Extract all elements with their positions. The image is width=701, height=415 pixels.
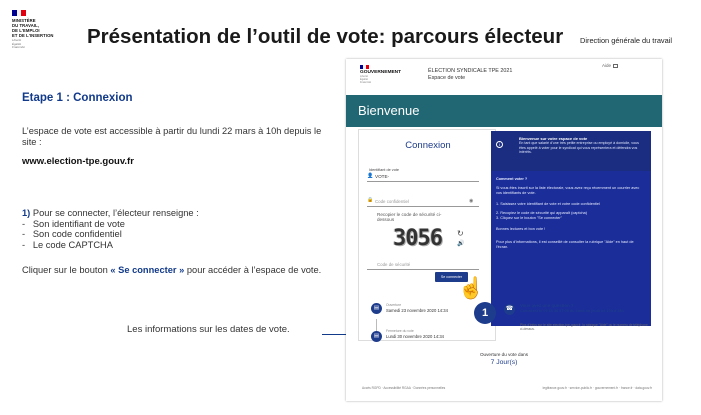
info-line: Pour plus d’informations, il est conseillé de consulter la rubrique "Aide" en haut de l’écran. [496, 240, 634, 249]
info-line: 3. Cliquez sur le bouton "Se connecter" [496, 216, 563, 220]
step-badge: 1 [474, 302, 496, 324]
pointer-hand-icon: ☝ [458, 277, 485, 300]
info-title: Bienvenue sur votre espace de vote [519, 136, 588, 141]
election-title: ÉLECTION SYNDICALE TPE 2021 Espace de vote [428, 68, 513, 81]
info-line: Bonnes lectures et bon vote ! [496, 227, 546, 231]
calendar-icon: ▤ [371, 331, 382, 342]
captcha-prompt: Recopier le code de sécurité ci-dessous [377, 212, 442, 223]
click-instruction: Cliquer sur le bouton « Se connecter » pour accéder à l’espace de vote. [22, 265, 322, 275]
french-flag-icon [12, 10, 26, 16]
opening-date: Samedi 23 novembre 2020 14:34 [386, 308, 448, 313]
info-line: 2. Recopiez le code de sécurité qui apparaît (captcha) [496, 211, 587, 215]
footer-links-left[interactable]: Accès RGPD · Accessibilité RGAA · Données personnelles [362, 386, 446, 390]
site-header [346, 59, 662, 95]
lock-icon: 🔒 [367, 197, 374, 203]
info-line: 1. Saisissez votre identifiant de vote et votre code confidentiel [496, 202, 600, 206]
captcha-underline [367, 269, 479, 270]
countdown-value: 7 Jour(s) [490, 359, 518, 366]
calendar-icon: ▤ [371, 303, 382, 314]
user-icon: 👤 [367, 173, 374, 179]
password-input[interactable]: Code confidentiel [375, 199, 409, 204]
direction-label: Direction générale du travail [580, 36, 673, 45]
slide-title: Présentation de l’outil de vote: parcours électeur [87, 25, 564, 48]
id-label: Identifiant de vote [369, 168, 399, 172]
login-heading: Connexion [405, 140, 451, 151]
intro-text: L’espace de vote est accessible à partir du lundi 22 mars à 10h depuis le site : [22, 126, 322, 147]
site-footer [362, 386, 652, 390]
instruction-block [22, 208, 322, 250]
opening-label: Ouverture [386, 303, 402, 307]
password-underline [367, 206, 479, 207]
external-link-icon [613, 64, 618, 68]
captcha-input[interactable]: Code de sécurité [377, 262, 411, 267]
instruction-text: Pour se connecter, l’électeur renseigne : [30, 208, 199, 218]
button-reference: « Se connecter » [110, 265, 185, 275]
connect-button[interactable]: Se connecter [435, 272, 468, 282]
french-flag-icon [360, 65, 369, 69]
info-text: En tant que salarié d’une très petite entreprise ou employé à domicile, vous êtes appelé à voter pour le syndicat qui vous représentera et défendra vos intérêts. [519, 141, 639, 154]
help-link[interactable]: Aide [602, 63, 618, 68]
credentials-list [22, 219, 322, 251]
countdown-label: Ouverture du vote dans [479, 352, 528, 357]
info-header [491, 131, 651, 171]
instruction-number: 1) [22, 208, 31, 218]
phone-note: Plus d’infos sur le site election-tpe.gouv.fr, la rubrique "Aide" ou le numéro de téléphone ci-dessus. [520, 323, 648, 331]
captcha-image: 3056 [393, 226, 442, 251]
eye-icon[interactable]: ◉ [469, 198, 474, 204]
list-item: - Son identifiant de vote [22, 219, 322, 230]
info-line: Si vous êtes inscrit sur la liste électorale, vous avez reçu récemment un courrier avec vos identifiants de vote. [496, 186, 640, 195]
website-link[interactable]: www.election-tpe.gouv.fr [22, 156, 134, 167]
banner-title: Bienvenue [358, 103, 420, 118]
id-underline [367, 181, 479, 182]
ministry-logo [12, 10, 74, 50]
audio-icon[interactable]: 🔊 [457, 241, 465, 247]
phone-title: Vous avez une question ? [520, 303, 574, 308]
refresh-icon[interactable]: ↻ [457, 229, 464, 238]
info-panel [491, 131, 651, 326]
ministry-motto: Liberté Égalité Fraternité [12, 38, 25, 50]
closing-date: Lundi 30 novembre 2020 14:34 [386, 334, 444, 339]
footer-links-right[interactable]: legifrance.gouv.fr · service-public.fr · gouvernement.fr · france.fr · data.gouv.fr [542, 386, 652, 390]
welcome-banner [346, 95, 662, 127]
ministry-name: MINISTÈRE DU TRAVAIL, DE L'EMPLOI ET DE L'INSERTION [12, 18, 54, 38]
id-input[interactable]: VOTE- [375, 174, 390, 179]
list-item: - Son code confidentiel [22, 229, 322, 240]
phone-icon: ☎ [504, 304, 515, 315]
info-icon: i [496, 141, 503, 148]
list-item: - Le code CAPTCHA [22, 240, 322, 251]
government-logo: GOUVERNEMENT Liberté Égalité Fraternité [360, 65, 401, 84]
voting-site-screenshot [346, 59, 662, 401]
closing-label: Fermeture du vote [386, 329, 414, 333]
step-title: Etape 1 : Connexion [22, 92, 133, 104]
info-line: Comment voter ? [496, 177, 528, 181]
phone-text: Contactez le 09 69 36 97 05 du lundi au jeudi de 10h à 18h [520, 309, 624, 313]
dates-note: Les informations sur les dates de vote. [127, 324, 290, 335]
